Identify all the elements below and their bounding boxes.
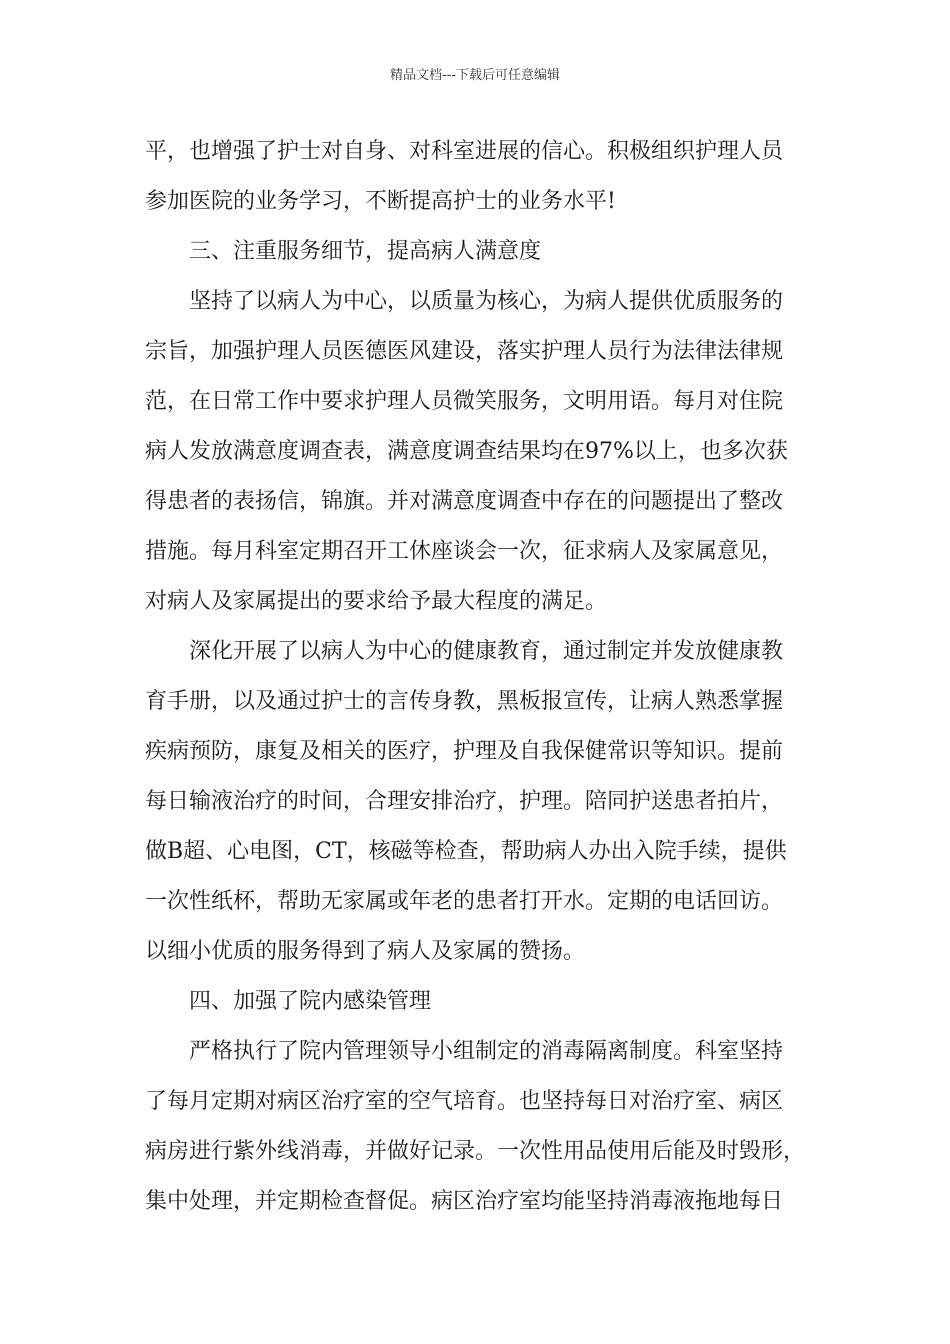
text-line: 范，在日常工作中要求护理人员微笑服务，文明用语。每月对住院 — [145, 389, 784, 414]
text-line: 疾病预防，康复及相关的医疗，护理及自我保健常识等知识。提前 — [145, 739, 784, 764]
text-line: 病人发放满意度调查表，满意度调查结果均在97%以上，也多次获 — [145, 439, 788, 464]
text-line: 以细小优质的服务得到了病人及家属的赞扬。 — [145, 939, 586, 964]
text-line: 措施。每月科室定期召开工休座谈会一次，征求病人及家属意见， — [145, 539, 784, 564]
text-line: 严格执行了院内管理领导小组制定的消毒隔离制度。科室坚持 — [189, 1039, 784, 1064]
page-header: 精品文档---下载后可任意编辑 — [389, 68, 561, 83]
text-line: 得患者的表扬信，锦旗。并对满意度调查中存在的问题提出了整改 — [145, 489, 784, 514]
text-line: 了每月定期对病区治疗室的空气培育。也坚持每日对治疗室、病区 — [145, 1089, 784, 1114]
text-line: 坚持了以病人为中心，以质量为核心，为病人提供优质服务的 — [189, 289, 784, 314]
text-line: 集中处理，并定期检查督促。病区治疗室均能坚持消毒液拖地每日 — [145, 1189, 784, 1214]
text-line: 做B超、心电图，CT，核磁等检查，帮助病人办出入院手续，提供 — [145, 839, 787, 864]
body-text — [145, 127, 835, 1227]
text-line: 三、注重服务细节，提高病人满意度 — [189, 239, 542, 264]
text-line: 参加医院的业务学习，不断提高护士的业务水平! — [145, 189, 616, 214]
text-line: 四、加强了院内感染管理 — [189, 989, 432, 1014]
text-line: 平，也增强了护士对自身、对科室进展的信心。积极组织护理人员 — [145, 139, 784, 164]
text-line: 对病人及家属提出的要求给予最大程度的满足。 — [145, 589, 608, 614]
text-line: 每日输液治疗的时间，合理安排治疗，护理。陪同护送患者拍片， — [145, 789, 784, 814]
text-line: 宗旨，加强护理人员医德医风建设，落实护理人员行为法律法律规 — [145, 339, 784, 364]
text-line: 育手册，以及通过护士的言传身教，黑板报宣传，让病人熟悉掌握 — [145, 689, 784, 714]
text-line: 一次性纸杯，帮助无家属或年老的患者打开水。定期的电话回访。 — [145, 889, 784, 914]
text-line: 病房进行紫外线消毒，并做好记录。一次性用品使用后能及时毁形， — [145, 1139, 806, 1164]
text-line: 深化开展了以病人为中心的健康教育，通过制定并发放健康教 — [189, 639, 784, 664]
